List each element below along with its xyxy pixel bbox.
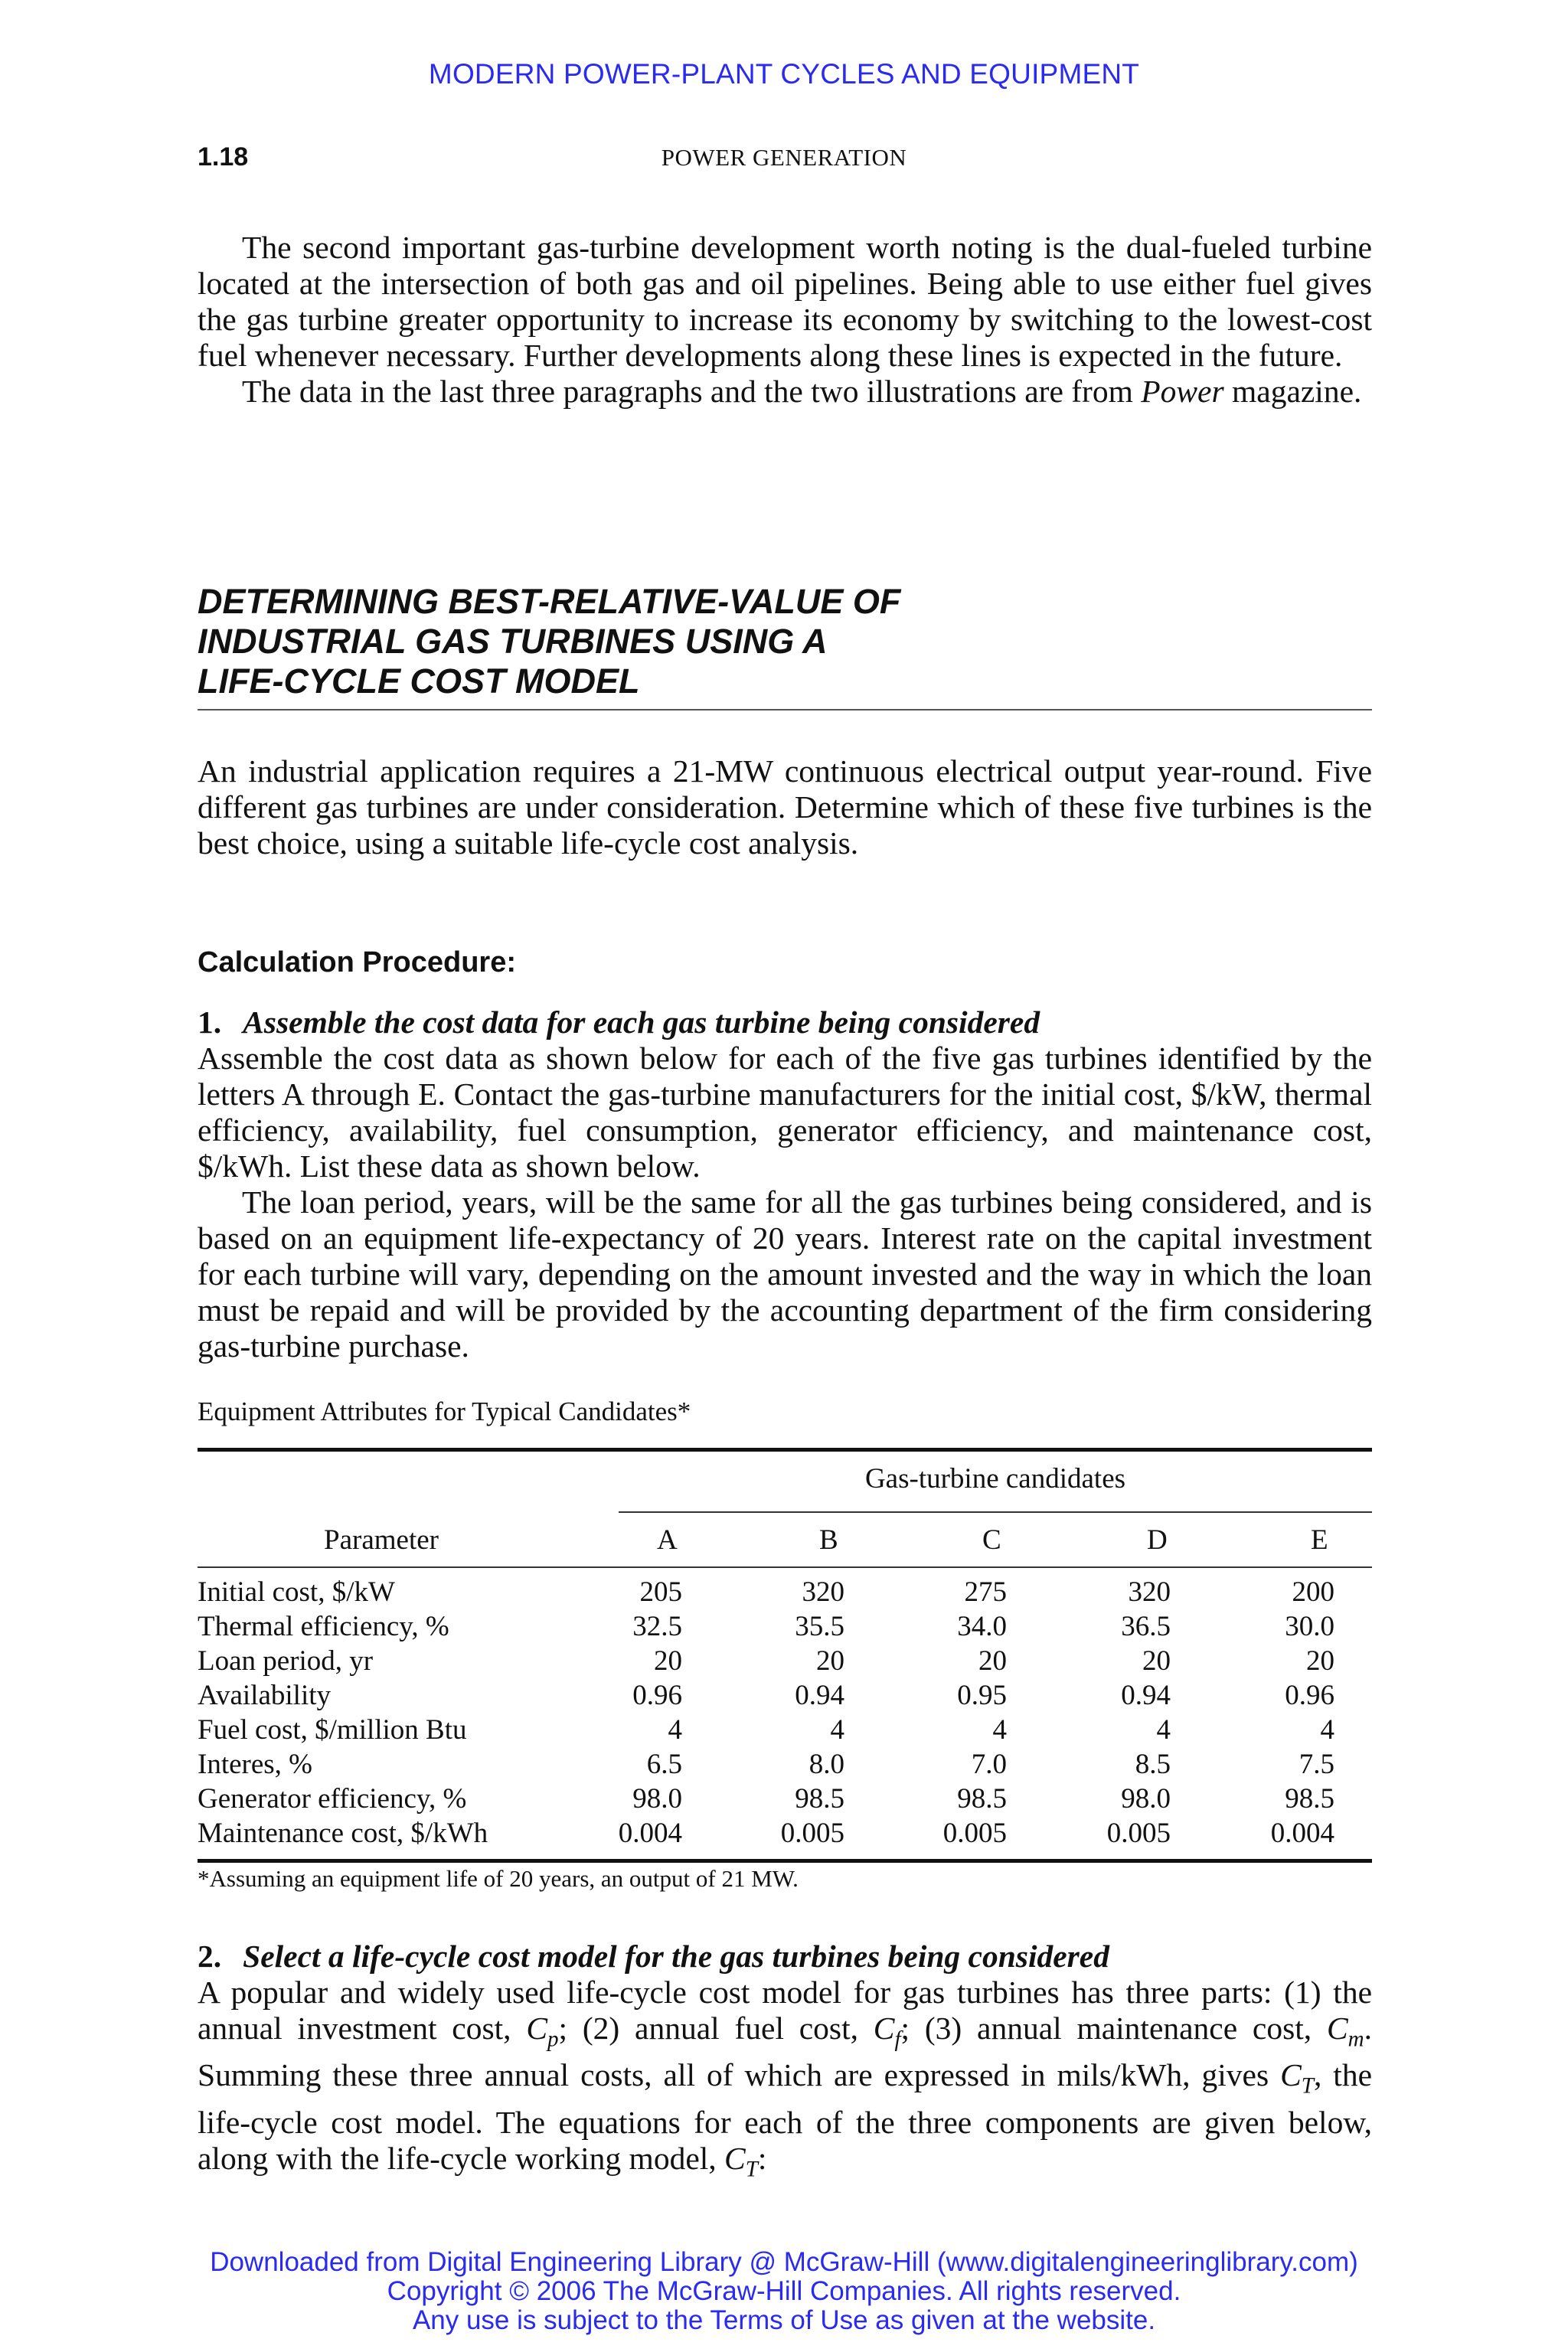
table-row [198,1610,1372,1645]
table-cell: 20 [1142,1645,1171,1677]
table-column-headers [198,1513,1372,1566]
table-cell: 200 [1292,1576,1334,1608]
table-row [198,1679,1372,1713]
table-cell: 0.94 [795,1680,844,1711]
table-cell: 98.5 [795,1783,844,1815]
table-cell: 0.95 [957,1680,1007,1711]
source-paragraph: The data in the last three paragraphs and the two illustrations are from Power magazine. [242,374,1362,409]
table-caption: Equipment Attributes for Typical Candidates* [198,1396,691,1426]
row-label: Interes, % [198,1749,312,1780]
column-header-e: E [1311,1524,1328,1556]
table-group-header [198,1452,1372,1513]
column-header-a: A [657,1524,678,1556]
page-number: 1.18 [198,142,249,172]
problem-statement [198,753,1372,861]
group-header-label: Gas-turbine candidates [864,1463,1126,1494]
step-1 [198,1004,1372,1364]
table-cell: 20 [654,1645,682,1677]
section-title-line: LIFE-CYCLE COST MODEL [198,662,640,701]
table-cell: 7.5 [1298,1749,1334,1780]
column-header-d: D [1147,1524,1168,1556]
table-cell: 20 [1306,1645,1334,1677]
table-cell: 0.005 [780,1818,844,1849]
terms-line: Any use is subject to the Terms of Use as given at the website. [412,2305,1156,2335]
table-cell: 4 [992,1714,1007,1746]
table-cell: 4 [668,1714,682,1746]
step-1-paragraph-1: Assemble the cost data as shown below for each of the five gas turbines identified by the letters A through E. Contact the gas-turbine manufacturers for the initial cost, $/kW, thermal efficiency, availability, fuel consumption, generator efficiency, and maintenance cost, $/kWh. List these data as shown below. [198,1040,1372,1184]
param-column-header: Parameter [324,1524,439,1556]
table-row [198,1645,1372,1679]
row-label: Fuel cost, $/million Btu [198,1714,467,1746]
table-cell: 0.005 [942,1818,1007,1849]
section-title-line: INDUSTRIAL GAS TURBINES USING A [198,622,828,661]
table-cell: 0.004 [618,1818,682,1849]
table-cell: 36.5 [1121,1611,1171,1642]
table-cell: 320 [802,1576,844,1608]
attributes-table [198,1448,1372,1863]
table-cell: 4 [830,1714,844,1746]
table-cell: 30.0 [1285,1611,1334,1642]
table-cell: 8.0 [808,1749,844,1780]
step-1-paragraph-2: The loan period, years, will be the same for all the gas turbines being considered, and is based on an equipment life-expectancy of 20 years. Interest rate on the capital investment for each turbine will vary, depending on the amount invested and the way in which the loan must be repaid and will be provided by the accounting department of the firm considering gas-turbine purchase. [198,1184,1372,1364]
table-cell: 32.5 [632,1611,682,1642]
table-cell: 98.5 [957,1783,1007,1815]
table-row [198,1817,1372,1851]
download-notice [0,2248,1568,2335]
calc-procedure-heading: Calculation Procedure: [198,946,516,978]
table-row [198,1713,1372,1748]
column-header-b: B [819,1524,838,1556]
section-title-line: DETERMINING BEST-RELATIVE-VALUE OF [198,582,901,621]
step-2-heading: 2. Select a life-cycle cost model for the gas turbines being considered [198,1939,1109,1974]
table-row [198,1782,1372,1817]
table-cell: 34.0 [957,1611,1007,1642]
table-cell: 20 [816,1645,844,1677]
row-label: Loan period, yr [198,1645,374,1677]
table-cell: 0.96 [632,1680,682,1711]
table-cell: 320 [1128,1576,1171,1608]
table-cell: 0.94 [1121,1680,1171,1711]
row-label: Initial cost, $/kW [198,1576,395,1608]
intro-section [198,230,1372,410]
table-cell: 20 [978,1645,1007,1677]
table-cell: 0.005 [1106,1818,1171,1849]
column-header-c: C [982,1524,1001,1556]
download-notice-line: Downloaded from Digital Engineering Library @ McGraw-Hill (www.digitalengineeringlibrary.com) [210,2247,1358,2277]
table-cell: 35.5 [795,1611,844,1642]
table-row [198,1576,1372,1610]
step-1-heading: 1. Assemble the cost data for each gas turbine being considered [198,1004,1040,1040]
row-label: Thermal efficiency, % [198,1611,449,1642]
section-title [198,582,1372,710]
table-cell: 0.004 [1270,1818,1334,1849]
table-cell: 98.0 [632,1783,682,1815]
step-2-paragraph: A popular and widely used life-cycle cost model for gas turbines has three parts: (1) the annual investment cost, $C_p$; (2) annual fuel cost, $C_f$; (3) annual maintenance cost, $C_m$. Summing these three annual costs, all of which are expressed in mils/kWh, gives $C_T$, the life-cycle cost model. The equations for each of the three components are given below, along with the life-cycle working model, $C_T$: [198,1975,1372,2181]
problem-text: An industrial application requires a 21-MW continuous electrical output year-round. Five different gas turbines are under consideration. Determine which of these five turbines is the best choice, using a suitable life-cycle cost analysis. [198,753,1372,861]
table-row [198,1748,1372,1782]
table-cell: 98.5 [1285,1783,1334,1815]
table-cell: 0.96 [1285,1680,1334,1711]
top-banner: MODERN POWER-PLANT CYCLES AND EQUIPMENT [428,58,1140,90]
row-label: Generator efficiency, % [198,1783,467,1815]
table-body [198,1568,1372,1851]
table-cell: 8.5 [1135,1749,1171,1780]
table-footnote: *Assuming an equipment life of 20 years, an output of 21 MW. [198,1865,799,1892]
running-head: POWER GENERATION [661,144,907,171]
table-cell: 275 [964,1576,1007,1608]
step-2 [198,1939,1372,2187]
table-cell: 4 [1320,1714,1334,1746]
copyright-line: Copyright © 2006 The McGraw-Hill Companies. All rights reserved. [387,2276,1181,2306]
table-cell: 7.0 [971,1749,1007,1780]
table-cell: 98.0 [1121,1783,1171,1815]
table-bottom-rule [198,1859,1372,1863]
table-cell: 205 [639,1576,682,1608]
table-cell: 6.5 [646,1749,682,1780]
table-cell: 4 [1156,1714,1171,1746]
row-label: Availability [198,1680,331,1711]
intro-paragraph: The second important gas-turbine development worth noting is the dual-fueled turbine located at the intersection of both gas and oil pipelines. Being able to use either fuel gives the gas turbine greater opportunity to increase its economy by switching to the lowest-cost fuel whenever necessary. Further developments along these lines is expected in the future. [198,230,1372,373]
row-label: Maintenance cost, $/kWh [198,1818,488,1849]
